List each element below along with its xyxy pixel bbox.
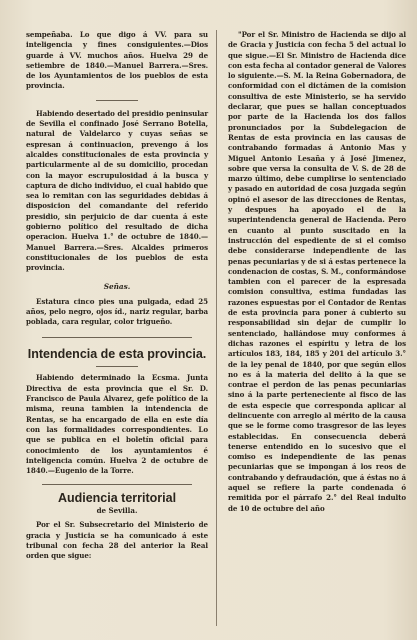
left-column <box>26 30 208 562</box>
section-separator-rule <box>42 337 192 338</box>
right-column <box>228 30 406 514</box>
separator-rule <box>96 366 138 367</box>
section-intendencia-title: Intendencia de esta provincia. <box>27 347 207 362</box>
intendencia-paragraph: Habiendo determinado la Ecsma. Junta Directiva de esta provincia que el Sr. D. Francisco de Paula Alvarez, gefe político de la misma, reuna tambien la intendencia de Rentas, se ha encargado de ella en este día con las formalidades correspondientes. Lo que se publica en el boletín oficial para conocimiento de los ayuntamientos é inteligencia común. Huelva 2 de octubre de 1840.—Eugenio de la Torre. <box>26 373 208 476</box>
escape-notice-paragraph: Habiendo desertado del presidio peninsular de Sevilla el confinado José Serrano Botella, natural de Valdelarco y cuyas señas se espresan á continuacion, prevengo á los alcaldes constitucionales de esta provincia y particularmente al de su domicilio, procedan con la mayor escrupulosidad á la busca y captura de dicho individuo, el cual habido que sea lo remitan con las seguridades debidas á disposicion del comandante del referido presidio, sin perjuicio de dar cuenta á este gobierno político del resultado de dicha operacion. Huelva 1.° de octubre de 1840.—Manuel Barrera.—Sres. Alcaldes primeros constitucionales de los pueblos de esta provincia. <box>26 108 208 273</box>
section-audiencia-title: Audiencia territorial <box>57 491 177 506</box>
signs-paragraph: Estatura cinco pies una pulgada, edad 25 años, pelo negro, ojos íd., nariz regular, barba poblada, cara regular, color trigueño. <box>26 296 208 327</box>
audiencia-paragraph: Por el Sr. Subsecretario del Ministerio de gracia y Justicia se ha comunicado á este tribunal con fecha 28 del anterior la Real orden que sigue: <box>26 520 208 561</box>
section-audiencia-subtitle: de Sevilla. <box>96 506 138 516</box>
section-separator-rule <box>42 484 192 485</box>
top-paragraph: sempeñaba. Lo que digo á VV. para su inteligencia y fines consiguientes.—Dios guarde á VV. muchos años. Huelva 29 de setiembre de 1840.—Manuel Barrera.—Sres. de los Ayuntamientos de los pueblos de esta provincia. <box>26 30 208 91</box>
separator-rule <box>96 100 138 101</box>
column-divider <box>216 30 217 626</box>
royal-order-paragraph: "Por el Sr. Ministro de Hacienda se dijo al de Gracia y Justicia con fecha 5 del actual lo que sigue.—El Sr. Ministro de Hacienda dice con esta fecha al contador general de Valores lo siguiente.—S. M. la Reina Gobernadora, de conformidad con el dictámen de la comision consultiva de este Ministerio, se ha servido declarar, que pues se hallan conceptuados por parte de la Hacienda los dos fallos pronunciados por la Subdelegacion de Rentas de esta provincia en las causas de contrabando formadas á Antonio Mas y Miguel Antonio Lesaña y á José Jimenez, sobre que versa la consulta de V. S. de 28 de marzo último, debe cumplirse lo sentenciado y pasado en autoridad de cosa juzgada según opinó el asesor de las direcciones de Rentas, y despues ha apoyado el de la superintendencia general de Hacienda. Pero en cuanto al punto suscitado en la instrucción del espediente de si el comiso debe considerarse independiente de las penas pecuniarias y de si á estas pertenece la condenacion de costas, S. M., conformándose tambien con el parecer de la espresada comision consultiva, estima fundadas las razones espuestas por el Contador de Rentas de esta provincia para poner á cubierto su responsabilidad sin dejar de cumplir lo sentenciado, hallándose muy conformes á dichas razones el espíritu y letra de los artículos 183, 184, 185 y 201 del artículo 3.° de la ley penal de 1840, por que según ellos no es á la materia del delito á la que se contrae el perdon de las penas pecuniarias sino á la parte perteneciente al fisco de las de esta especie que corresponda aplicar al delincuente con arreglo al mérito de la causa que se le forme como trasgresor de las leyes establecidas. En consecuencia deberá tenerse entendido en lo sucesivo que el comiso es independiente de las penas pecuniarias que se impongan á los reos de contrabando y defraudación, que á éstas no á aquel se refiere la parte condenada ó remitida por el párrafo 2.° del Real indulto de 10 de octubre del año <box>228 30 406 513</box>
signs-label: Señas. <box>103 281 131 291</box>
